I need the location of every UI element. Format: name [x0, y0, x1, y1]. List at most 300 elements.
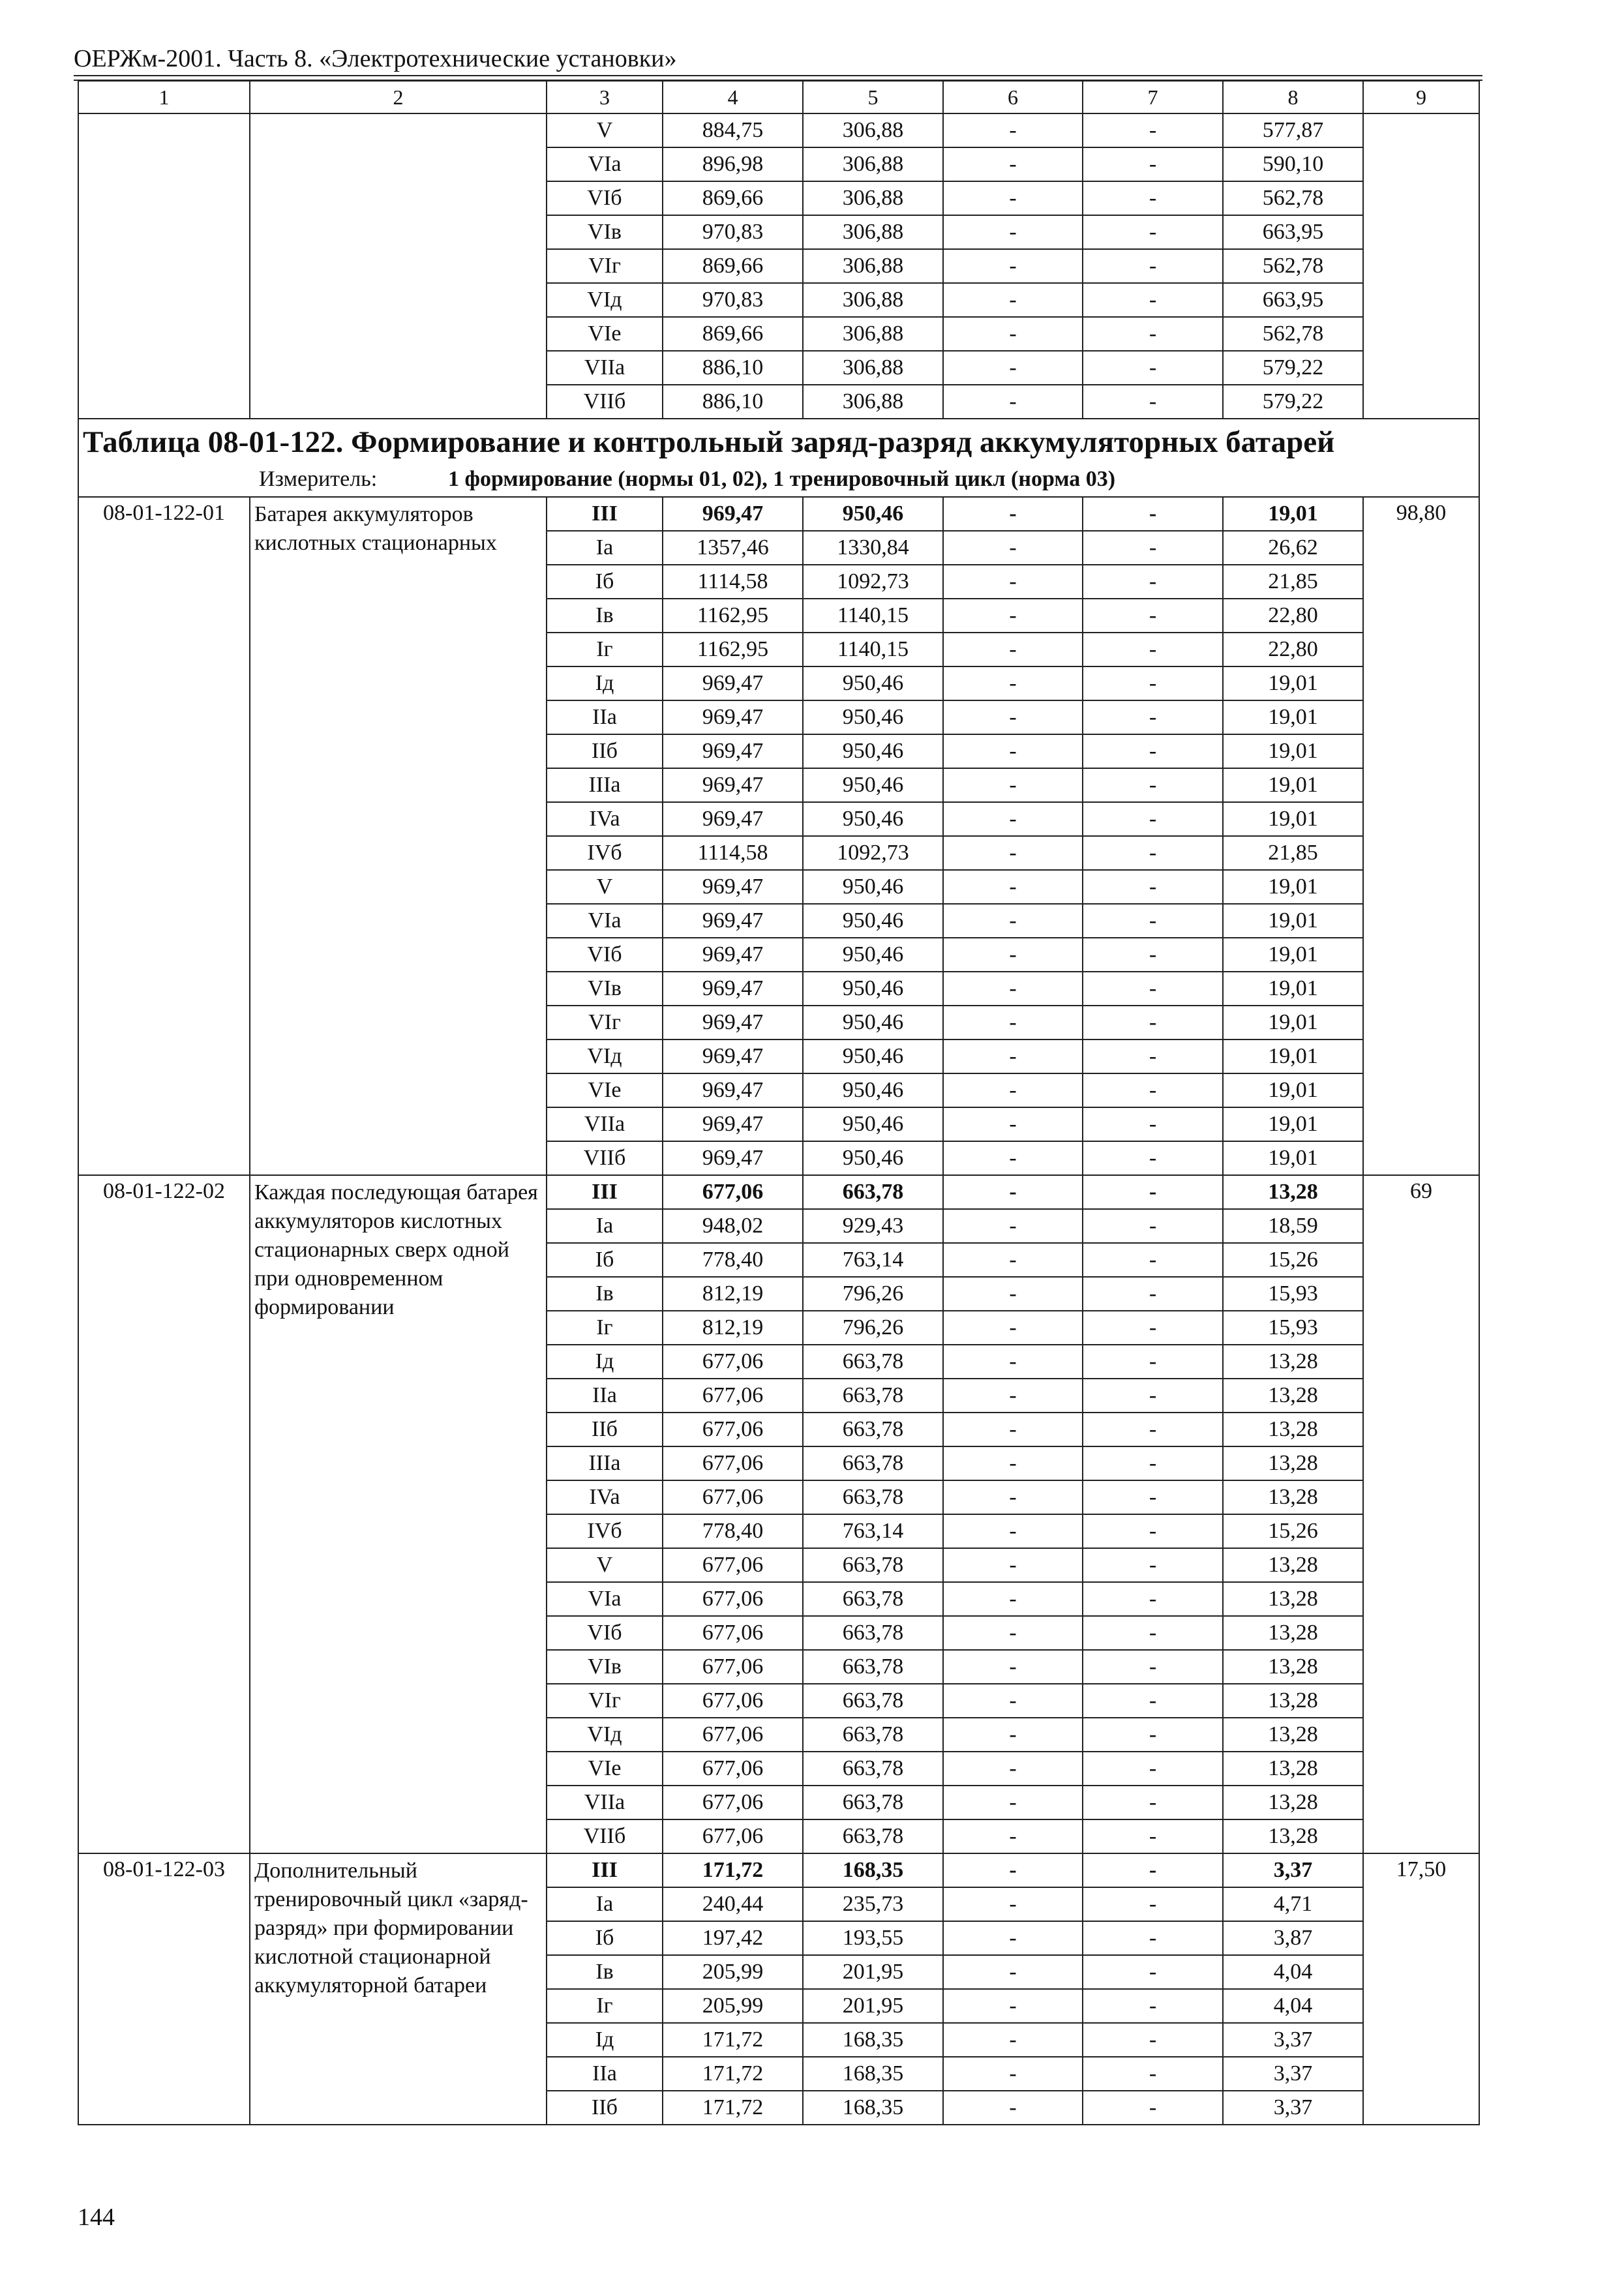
- value-cell: VIIa: [547, 1107, 663, 1141]
- value-cell: -: [1083, 2057, 1223, 2091]
- value-cell: -: [943, 2057, 1083, 2091]
- value-cell: 13,28: [1223, 1786, 1363, 1819]
- value-cell: 778,40: [663, 1514, 803, 1548]
- value-cell: -: [1083, 1040, 1223, 1073]
- value-cell: 950,46: [803, 1073, 943, 1107]
- table-title-cell: [78, 419, 1479, 497]
- value-cell: 663,78: [803, 1413, 943, 1446]
- value-cell: 205,99: [663, 1955, 803, 1989]
- value-cell: 15,93: [1223, 1277, 1363, 1311]
- value-cell: -: [943, 1989, 1083, 2023]
- value-cell: 21,85: [1223, 836, 1363, 870]
- value-cell: IIIa: [547, 1446, 663, 1480]
- value-cell: 677,06: [663, 1786, 803, 1819]
- value-cell: -: [943, 1921, 1083, 1955]
- value-cell: 677,06: [663, 1175, 803, 1209]
- value-cell: 948,02: [663, 1209, 803, 1243]
- value-cell: 168,35: [803, 2091, 943, 2125]
- value-cell: 969,47: [663, 870, 803, 904]
- value-cell: 970,83: [663, 283, 803, 317]
- value-cell: Iд: [547, 2023, 663, 2057]
- value-cell: -: [1083, 1514, 1223, 1548]
- value-cell: 778,40: [663, 1243, 803, 1277]
- value-cell: 205,99: [663, 1989, 803, 2023]
- value-cell: -: [943, 283, 1083, 317]
- table-row: [78, 1853, 1479, 1887]
- value-cell: -: [1083, 1786, 1223, 1819]
- value-cell: 950,46: [803, 666, 943, 700]
- value-cell: -: [943, 734, 1083, 768]
- measure-value: 1 формирование (нормы 01, 02), 1 тренировочный цикл (норма 03): [448, 467, 1116, 491]
- value-cell: Iв: [547, 1277, 663, 1311]
- value-cell: -: [943, 1243, 1083, 1277]
- item-description: Каждая последующая батарея аккумуляторов кислотных стационарных сверх одной при одновременном формировании: [250, 1175, 547, 1853]
- value-cell: 19,01: [1223, 904, 1363, 938]
- value-cell: 1114,58: [663, 565, 803, 599]
- value-cell: 677,06: [663, 1616, 803, 1650]
- value-cell: 1114,58: [663, 836, 803, 870]
- value-cell: V: [547, 113, 663, 147]
- value-cell: 171,72: [663, 2091, 803, 2125]
- value-cell: VIв: [547, 215, 663, 249]
- value-cell: -: [943, 1006, 1083, 1040]
- value-cell: VIб: [547, 181, 663, 215]
- value-cell: 677,06: [663, 1582, 803, 1616]
- value-cell: -: [1083, 283, 1223, 317]
- description-cell: [250, 113, 547, 419]
- value-cell: 4,71: [1223, 1887, 1363, 1921]
- value-cell: VIIб: [547, 1819, 663, 1853]
- value-cell: -: [1083, 1989, 1223, 2023]
- value-cell: -: [943, 1650, 1083, 1684]
- code-cell: [78, 113, 250, 419]
- value-cell: 796,26: [803, 1277, 943, 1311]
- value-cell: 677,06: [663, 1413, 803, 1446]
- value-cell: -: [943, 531, 1083, 565]
- value-cell: -: [1083, 249, 1223, 283]
- value-cell: 677,06: [663, 1345, 803, 1379]
- value-cell: -: [943, 870, 1083, 904]
- value-cell: VIд: [547, 1040, 663, 1073]
- value-cell: 3,37: [1223, 1853, 1363, 1887]
- value-cell: -: [1083, 1819, 1223, 1853]
- value-cell: 19,01: [1223, 938, 1363, 972]
- value-cell: -: [1083, 317, 1223, 351]
- value-cell: 19,01: [1223, 1073, 1363, 1107]
- value-cell: -: [943, 1514, 1083, 1548]
- value-cell: 663,78: [803, 1175, 943, 1209]
- value-cell: 950,46: [803, 768, 943, 802]
- value-cell: -: [943, 1413, 1083, 1446]
- value-cell: III: [547, 1175, 663, 1209]
- value-cell: -: [1083, 531, 1223, 565]
- value-cell: VIд: [547, 1718, 663, 1752]
- value-cell: 201,95: [803, 1989, 943, 2023]
- value-cell: 677,06: [663, 1379, 803, 1413]
- value-cell: -: [943, 1887, 1083, 1921]
- value-cell: IVa: [547, 1480, 663, 1514]
- value-cell: -: [1083, 1684, 1223, 1718]
- value-cell: 677,06: [663, 1446, 803, 1480]
- table-row: [78, 1175, 1479, 1209]
- value-cell: 663,78: [803, 1582, 943, 1616]
- value-cell: 969,47: [663, 666, 803, 700]
- value-cell: 13,28: [1223, 1480, 1363, 1514]
- value-cell: -: [943, 768, 1083, 802]
- value-cell: -: [1083, 1006, 1223, 1040]
- value-cell: 896,98: [663, 147, 803, 181]
- value-cell: 969,47: [663, 1107, 803, 1141]
- value-cell: -: [1083, 768, 1223, 802]
- value-cell: -: [943, 1582, 1083, 1616]
- value-cell: 663,78: [803, 1650, 943, 1684]
- value-cell: 950,46: [803, 802, 943, 836]
- value-cell: 970,83: [663, 215, 803, 249]
- value-cell: 677,06: [663, 1684, 803, 1718]
- value-cell: VIб: [547, 1616, 663, 1650]
- item-code: 08-01-122-01: [78, 497, 250, 1175]
- value-cell: 240,44: [663, 1887, 803, 1921]
- value-cell: -: [1083, 1616, 1223, 1650]
- value-cell: -: [1083, 1413, 1223, 1446]
- measure-label: Измеритель:: [259, 467, 378, 491]
- value-cell: -: [1083, 904, 1223, 938]
- value-cell: -: [1083, 870, 1223, 904]
- value-cell: 19,01: [1223, 666, 1363, 700]
- value-cell: Iв: [547, 599, 663, 633]
- value-cell: -: [1083, 1955, 1223, 1989]
- value-cell: 663,78: [803, 1786, 943, 1819]
- value-cell: VIe: [547, 1752, 663, 1786]
- value-cell: -: [1083, 2023, 1223, 2057]
- value-cell: 1330,84: [803, 531, 943, 565]
- value-cell: -: [1083, 1480, 1223, 1514]
- value-cell: Iв: [547, 1955, 663, 1989]
- value-cell: 950,46: [803, 1141, 943, 1175]
- value-cell: -: [1083, 385, 1223, 419]
- value-cell: -: [943, 2023, 1083, 2057]
- value-cell: 663,78: [803, 1684, 943, 1718]
- value-cell: 950,46: [803, 972, 943, 1006]
- value-cell: -: [1083, 1073, 1223, 1107]
- table-row: [78, 497, 1479, 531]
- value-cell: 969,47: [663, 497, 803, 531]
- value-cell: Iг: [547, 633, 663, 666]
- column-number: 2: [250, 81, 547, 113]
- value-cell: 19,01: [1223, 700, 1363, 734]
- value-cell: 677,06: [663, 1548, 803, 1582]
- value-cell: 869,66: [663, 249, 803, 283]
- value-cell: 13,28: [1223, 1548, 1363, 1582]
- value-cell: 884,75: [663, 113, 803, 147]
- value-cell: 13,28: [1223, 1650, 1363, 1684]
- value-cell: -: [943, 904, 1083, 938]
- value-cell: 306,88: [803, 283, 943, 317]
- value-cell: 663,78: [803, 1819, 943, 1853]
- table-row: [78, 113, 1479, 147]
- value-cell: 969,47: [663, 904, 803, 938]
- value-cell: 13,28: [1223, 1582, 1363, 1616]
- value-cell: 235,73: [803, 1887, 943, 1921]
- value-cell: -: [1083, 1141, 1223, 1175]
- value-cell: -: [943, 1040, 1083, 1073]
- value-cell: 19,01: [1223, 802, 1363, 836]
- value-cell: 950,46: [803, 1006, 943, 1040]
- value-cell: -: [943, 1311, 1083, 1345]
- value-cell: -: [943, 249, 1083, 283]
- value-cell: IIб: [547, 2091, 663, 2125]
- column-number: 4: [663, 81, 803, 113]
- value-cell: -: [943, 938, 1083, 972]
- value-cell: Iб: [547, 565, 663, 599]
- value-cell: -: [1083, 1752, 1223, 1786]
- value-cell: 201,95: [803, 1955, 943, 1989]
- value-cell: 4,04: [1223, 1989, 1363, 2023]
- value-cell: -: [1083, 802, 1223, 836]
- value-cell: 950,46: [803, 938, 943, 972]
- value-cell: -: [943, 1786, 1083, 1819]
- value-cell: 13,28: [1223, 1616, 1363, 1650]
- value-cell: 306,88: [803, 351, 943, 385]
- value-cell: 969,47: [663, 1141, 803, 1175]
- value-cell: 306,88: [803, 215, 943, 249]
- value-cell: -: [943, 1752, 1083, 1786]
- value-cell: 19,01: [1223, 870, 1363, 904]
- value-cell: 663,78: [803, 1446, 943, 1480]
- value-cell: 677,06: [663, 1480, 803, 1514]
- value-cell: IVa: [547, 802, 663, 836]
- value-cell: -: [1083, 1379, 1223, 1413]
- column-number: 7: [1083, 81, 1223, 113]
- item-total: 69: [1363, 1175, 1479, 1853]
- value-cell: 869,66: [663, 181, 803, 215]
- value-cell: 590,10: [1223, 147, 1363, 181]
- value-cell: 663,78: [803, 1480, 943, 1514]
- value-cell: Iб: [547, 1921, 663, 1955]
- value-cell: Iг: [547, 1311, 663, 1345]
- value-cell: 22,80: [1223, 599, 1363, 633]
- value-cell: -: [943, 1209, 1083, 1243]
- value-cell: -: [943, 497, 1083, 531]
- value-cell: -: [943, 351, 1083, 385]
- column-number: 6: [943, 81, 1083, 113]
- value-cell: 171,72: [663, 1853, 803, 1887]
- value-cell: 950,46: [803, 1040, 943, 1073]
- value-cell: -: [1083, 147, 1223, 181]
- value-cell: 1162,95: [663, 633, 803, 666]
- value-cell: -: [943, 1107, 1083, 1141]
- value-cell: 1092,73: [803, 836, 943, 870]
- value-cell: 562,78: [1223, 317, 1363, 351]
- value-cell: Iб: [547, 1243, 663, 1277]
- value-cell: 3,37: [1223, 2091, 1363, 2125]
- value-cell: 869,66: [663, 317, 803, 351]
- value-cell: -: [943, 317, 1083, 351]
- page-header: ОЕРЖм-2001. Часть 8. «Электротехнические установки»: [74, 45, 677, 72]
- value-cell: -: [943, 565, 1083, 599]
- value-cell: 4,04: [1223, 1955, 1363, 1989]
- value-cell: -: [1083, 599, 1223, 633]
- value-cell: IIa: [547, 2057, 663, 2091]
- value-cell: 950,46: [803, 497, 943, 531]
- value-cell: 886,10: [663, 385, 803, 419]
- value-cell: -: [943, 181, 1083, 215]
- value-cell: Iг: [547, 1989, 663, 2023]
- value-cell: 193,55: [803, 1921, 943, 1955]
- value-cell: VIд: [547, 283, 663, 317]
- value-cell: 1162,95: [663, 599, 803, 633]
- value-cell: 197,42: [663, 1921, 803, 1955]
- value-cell: VIIa: [547, 1786, 663, 1819]
- value-cell: -: [943, 385, 1083, 419]
- value-cell: 796,26: [803, 1311, 943, 1345]
- value-cell: -: [943, 972, 1083, 1006]
- value-cell: 929,43: [803, 1209, 943, 1243]
- value-cell: 677,06: [663, 1650, 803, 1684]
- value-cell: -: [1083, 1277, 1223, 1311]
- value-cell: -: [1083, 1243, 1223, 1277]
- value-cell: -: [943, 215, 1083, 249]
- value-cell: 663,95: [1223, 283, 1363, 317]
- item-total: 98,80: [1363, 497, 1479, 1175]
- value-cell: -: [943, 1616, 1083, 1650]
- value-cell: 168,35: [803, 2023, 943, 2057]
- table-measure: [83, 465, 1475, 494]
- value-cell: VIб: [547, 938, 663, 972]
- value-cell: 19,01: [1223, 1040, 1363, 1073]
- value-cell: 969,47: [663, 802, 803, 836]
- value-cell: Ia: [547, 1887, 663, 1921]
- item-total: 17,50: [1363, 1853, 1479, 2125]
- value-cell: 26,62: [1223, 531, 1363, 565]
- value-cell: -: [1083, 938, 1223, 972]
- value-cell: 763,14: [803, 1243, 943, 1277]
- value-cell: 19,01: [1223, 768, 1363, 802]
- value-cell: VIIб: [547, 1141, 663, 1175]
- value-cell: -: [943, 1684, 1083, 1718]
- value-cell: -: [943, 1379, 1083, 1413]
- value-cell: IIIa: [547, 768, 663, 802]
- value-cell: 663,78: [803, 1616, 943, 1650]
- value-cell: 562,78: [1223, 249, 1363, 283]
- value-cell: -: [943, 1345, 1083, 1379]
- value-cell: -: [1083, 1175, 1223, 1209]
- value-cell: -: [1083, 836, 1223, 870]
- value-cell: 13,28: [1223, 1345, 1363, 1379]
- value-cell: 19,01: [1223, 734, 1363, 768]
- value-cell: 950,46: [803, 734, 943, 768]
- value-cell: -: [1083, 1311, 1223, 1345]
- value-cell: 969,47: [663, 1040, 803, 1073]
- value-cell: 677,06: [663, 1718, 803, 1752]
- value-cell: 663,78: [803, 1379, 943, 1413]
- value-cell: VIIa: [547, 351, 663, 385]
- total-cell: [1363, 113, 1479, 419]
- value-cell: 15,26: [1223, 1243, 1363, 1277]
- value-cell: 677,06: [663, 1752, 803, 1786]
- value-cell: -: [1083, 1853, 1223, 1887]
- value-cell: IIб: [547, 734, 663, 768]
- value-cell: 579,22: [1223, 385, 1363, 419]
- value-cell: 168,35: [803, 2057, 943, 2091]
- value-cell: 969,47: [663, 700, 803, 734]
- value-cell: -: [1083, 1650, 1223, 1684]
- value-cell: 969,47: [663, 1006, 803, 1040]
- value-cell: 306,88: [803, 249, 943, 283]
- value-cell: IVб: [547, 1514, 663, 1548]
- item-code: 08-01-122-02: [78, 1175, 250, 1853]
- value-cell: IVб: [547, 836, 663, 870]
- value-cell: 13,28: [1223, 1175, 1363, 1209]
- value-cell: 19,01: [1223, 1141, 1363, 1175]
- value-cell: -: [943, 836, 1083, 870]
- page-number: 144: [78, 2204, 115, 2231]
- value-cell: -: [943, 599, 1083, 633]
- value-cell: 306,88: [803, 147, 943, 181]
- value-cell: -: [943, 2091, 1083, 2125]
- value-cell: -: [943, 802, 1083, 836]
- value-cell: 1092,73: [803, 565, 943, 599]
- value-cell: 13,28: [1223, 1819, 1363, 1853]
- value-cell: 1140,15: [803, 599, 943, 633]
- value-cell: 19,01: [1223, 497, 1363, 531]
- header-rule: [74, 75, 1482, 76]
- value-cell: VIг: [547, 249, 663, 283]
- value-cell: -: [1083, 700, 1223, 734]
- value-cell: 969,47: [663, 768, 803, 802]
- value-cell: 886,10: [663, 351, 803, 385]
- value-cell: VIa: [547, 904, 663, 938]
- value-cell: -: [1083, 2091, 1223, 2125]
- value-cell: VIe: [547, 1073, 663, 1107]
- value-cell: Iд: [547, 1345, 663, 1379]
- value-cell: 13,28: [1223, 1379, 1363, 1413]
- value-cell: VIг: [547, 1006, 663, 1040]
- value-cell: 763,14: [803, 1514, 943, 1548]
- value-cell: 171,72: [663, 2023, 803, 2057]
- value-cell: -: [1083, 1548, 1223, 1582]
- value-cell: 577,87: [1223, 113, 1363, 147]
- column-number: 3: [547, 81, 663, 113]
- value-cell: -: [943, 1819, 1083, 1853]
- value-cell: VIe: [547, 317, 663, 351]
- value-cell: 812,19: [663, 1311, 803, 1345]
- value-cell: -: [1083, 633, 1223, 666]
- value-cell: -: [943, 147, 1083, 181]
- value-cell: 171,72: [663, 2057, 803, 2091]
- value-cell: -: [1083, 215, 1223, 249]
- value-cell: 306,88: [803, 317, 943, 351]
- value-cell: VIa: [547, 147, 663, 181]
- value-cell: -: [943, 1718, 1083, 1752]
- value-cell: 22,80: [1223, 633, 1363, 666]
- value-cell: -: [1083, 1921, 1223, 1955]
- value-cell: 969,47: [663, 1073, 803, 1107]
- value-cell: 13,28: [1223, 1752, 1363, 1786]
- value-cell: VIв: [547, 972, 663, 1006]
- value-cell: III: [547, 497, 663, 531]
- value-cell: 19,01: [1223, 1006, 1363, 1040]
- value-cell: 1140,15: [803, 633, 943, 666]
- value-cell: 18,59: [1223, 1209, 1363, 1243]
- value-cell: -: [1083, 972, 1223, 1006]
- value-cell: -: [943, 1955, 1083, 1989]
- value-cell: -: [1083, 181, 1223, 215]
- value-cell: V: [547, 1548, 663, 1582]
- value-cell: -: [1083, 1582, 1223, 1616]
- value-cell: -: [1083, 1345, 1223, 1379]
- value-cell: 950,46: [803, 904, 943, 938]
